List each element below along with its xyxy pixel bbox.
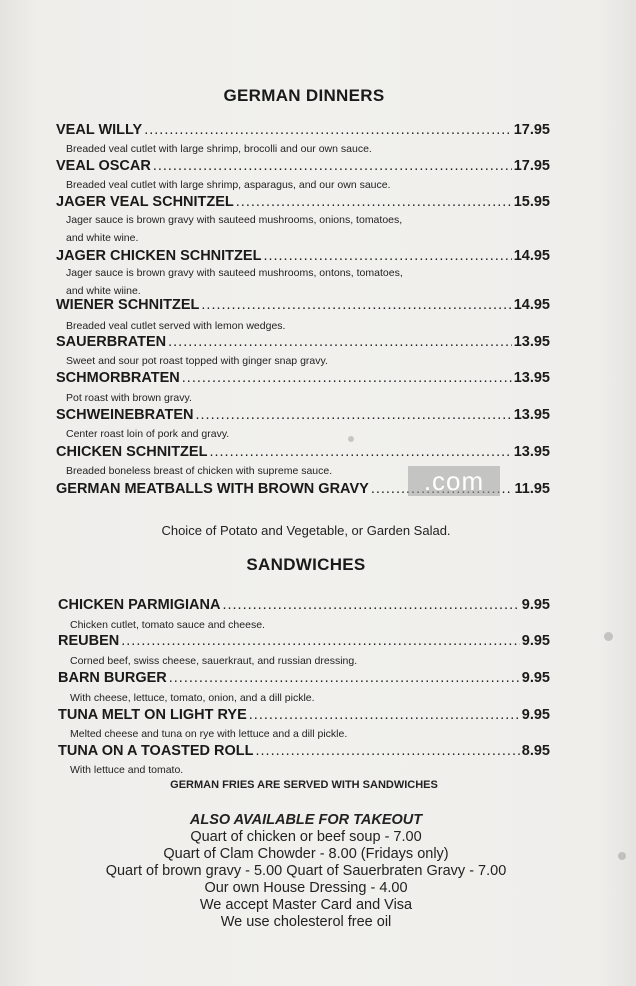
item-price: 13.95 bbox=[513, 334, 550, 350]
takeout-line: Quart of Clam Chowder - 8.00 (Fridays only) bbox=[163, 846, 449, 862]
paper-spot bbox=[604, 632, 613, 641]
item-name: BARN BURGER bbox=[58, 670, 167, 686]
item-price: 14.95 bbox=[513, 297, 550, 313]
menu-item bbox=[56, 334, 550, 351]
item-description: Pot roast with brown gravy. bbox=[66, 392, 192, 404]
takeout-line: We use cholesterol free oil bbox=[220, 914, 392, 930]
item-name: WIENER SCHNITZEL bbox=[56, 297, 200, 313]
item-description: Breaded boneless breast of chicken with supreme sauce. bbox=[66, 465, 333, 477]
watermark-logo: .com bbox=[408, 466, 500, 496]
menu-item bbox=[58, 670, 550, 687]
takeout-title: ALSO AVAILABLE FOR TAKEOUT bbox=[189, 812, 423, 828]
menu-item bbox=[56, 370, 550, 387]
takeout-line: Quart of chicken or beef soup - 7.00 bbox=[190, 829, 422, 845]
takeout-line: Quart of brown gravy - 5.00 Quart of Sauerbraten Gravy - 7.00 bbox=[105, 863, 507, 879]
item-name: TUNA ON A TOASTED ROLL bbox=[58, 743, 254, 759]
menu-item bbox=[56, 297, 550, 314]
item-price: 9.95 bbox=[521, 707, 550, 723]
menu-item bbox=[56, 158, 550, 175]
item-description: Melted cheese and tuna on rye with lettuce and a dill pickle. bbox=[70, 728, 348, 740]
menu-item bbox=[58, 707, 550, 724]
item-name: VEAL WILLY bbox=[56, 122, 143, 138]
german-dinners-heading: GERMAN DINNERS bbox=[223, 86, 385, 105]
item-description: Sweet and sour pot roast topped with ginger snap gravy. bbox=[66, 355, 328, 367]
item-name: REUBEN bbox=[58, 633, 120, 649]
item-description: Jager sauce is brown gravy with sauteed mushrooms, ontons, tomatoes, bbox=[66, 267, 403, 279]
item-price: 11.95 bbox=[514, 481, 550, 497]
item-price: 14.95 bbox=[513, 248, 550, 264]
item-price: 13.95 bbox=[513, 444, 550, 460]
item-description: and white wiine. bbox=[66, 285, 141, 297]
menu-item bbox=[58, 633, 550, 650]
item-name: VEAL OSCAR bbox=[56, 158, 151, 174]
item-price: 17.95 bbox=[513, 122, 550, 138]
item-name: SCHMORBRATEN bbox=[56, 370, 180, 386]
menu-item bbox=[58, 597, 550, 614]
item-price: 9.95 bbox=[521, 597, 550, 613]
menu-item bbox=[56, 444, 550, 461]
item-name: JAGER VEAL SCHNITZEL bbox=[56, 194, 234, 210]
takeout-line: We accept Master Card and Visa bbox=[199, 897, 413, 913]
paper-spot bbox=[348, 436, 354, 442]
item-name: SAUERBRATEN bbox=[56, 334, 167, 350]
item-name: GERMAN MEATBALLS WITH BROWN GRAVY bbox=[56, 481, 369, 497]
item-price: 8.95 bbox=[521, 743, 550, 759]
menu-item bbox=[56, 407, 550, 424]
item-description: Breaded veal cutlet with large shrimp, asparagus, and our own sauce. bbox=[66, 179, 391, 191]
item-description: Corned beef, swiss cheese, sauerkraut, and russian dressing. bbox=[70, 655, 358, 667]
item-price: 9.95 bbox=[521, 670, 550, 686]
item-description: Breaded veal cutlet with large shrimp, brocolli and our own sauce. bbox=[66, 143, 372, 155]
item-name: TUNA MELT ON LIGHT RYE bbox=[58, 707, 247, 723]
takeout-section bbox=[0, 812, 624, 931]
item-description: Breaded veal cutlet served with lemon wedges. bbox=[66, 320, 286, 332]
item-description: Chicken cutlet, tomato sauce and cheese. bbox=[70, 619, 265, 631]
menu-item bbox=[56, 122, 550, 139]
fries-note: GERMAN FRIES ARE SERVED WITH SANDWICHES bbox=[170, 779, 438, 791]
item-description: With cheese, lettuce, tomato, onion, and a dill pickle. bbox=[70, 692, 315, 704]
item-name: CHICKEN PARMIGIANA bbox=[58, 597, 221, 613]
item-price: 9.95 bbox=[521, 633, 550, 649]
item-price: 15.95 bbox=[513, 194, 550, 210]
menu-item bbox=[58, 743, 550, 760]
sandwiches-heading: SANDWICHES bbox=[246, 555, 366, 574]
item-name: JAGER CHICKEN SCHNITZEL bbox=[56, 248, 262, 264]
takeout-line: Our own House Dressing - 4.00 bbox=[204, 880, 408, 896]
item-description: Center roast loin of pork and gravy. bbox=[66, 428, 230, 440]
menu-item bbox=[56, 248, 550, 265]
choice-note: Choice of Potato and Vegetable, or Garden Salad. bbox=[161, 523, 451, 538]
item-price: 13.95 bbox=[513, 370, 550, 386]
item-name: CHICKEN SCHNITZEL bbox=[56, 444, 208, 460]
menu-item bbox=[56, 194, 550, 211]
item-name: SCHWEINEBRATEN bbox=[56, 407, 194, 423]
item-price: 17.95 bbox=[513, 158, 550, 174]
item-description: With lettuce and tomato. bbox=[70, 764, 184, 776]
item-price: 13.95 bbox=[513, 407, 550, 423]
item-description: Jager sauce is brown gravy with sauteed mushrooms, onions, tomatoes, bbox=[66, 214, 403, 226]
item-description: and white wine. bbox=[66, 232, 139, 244]
